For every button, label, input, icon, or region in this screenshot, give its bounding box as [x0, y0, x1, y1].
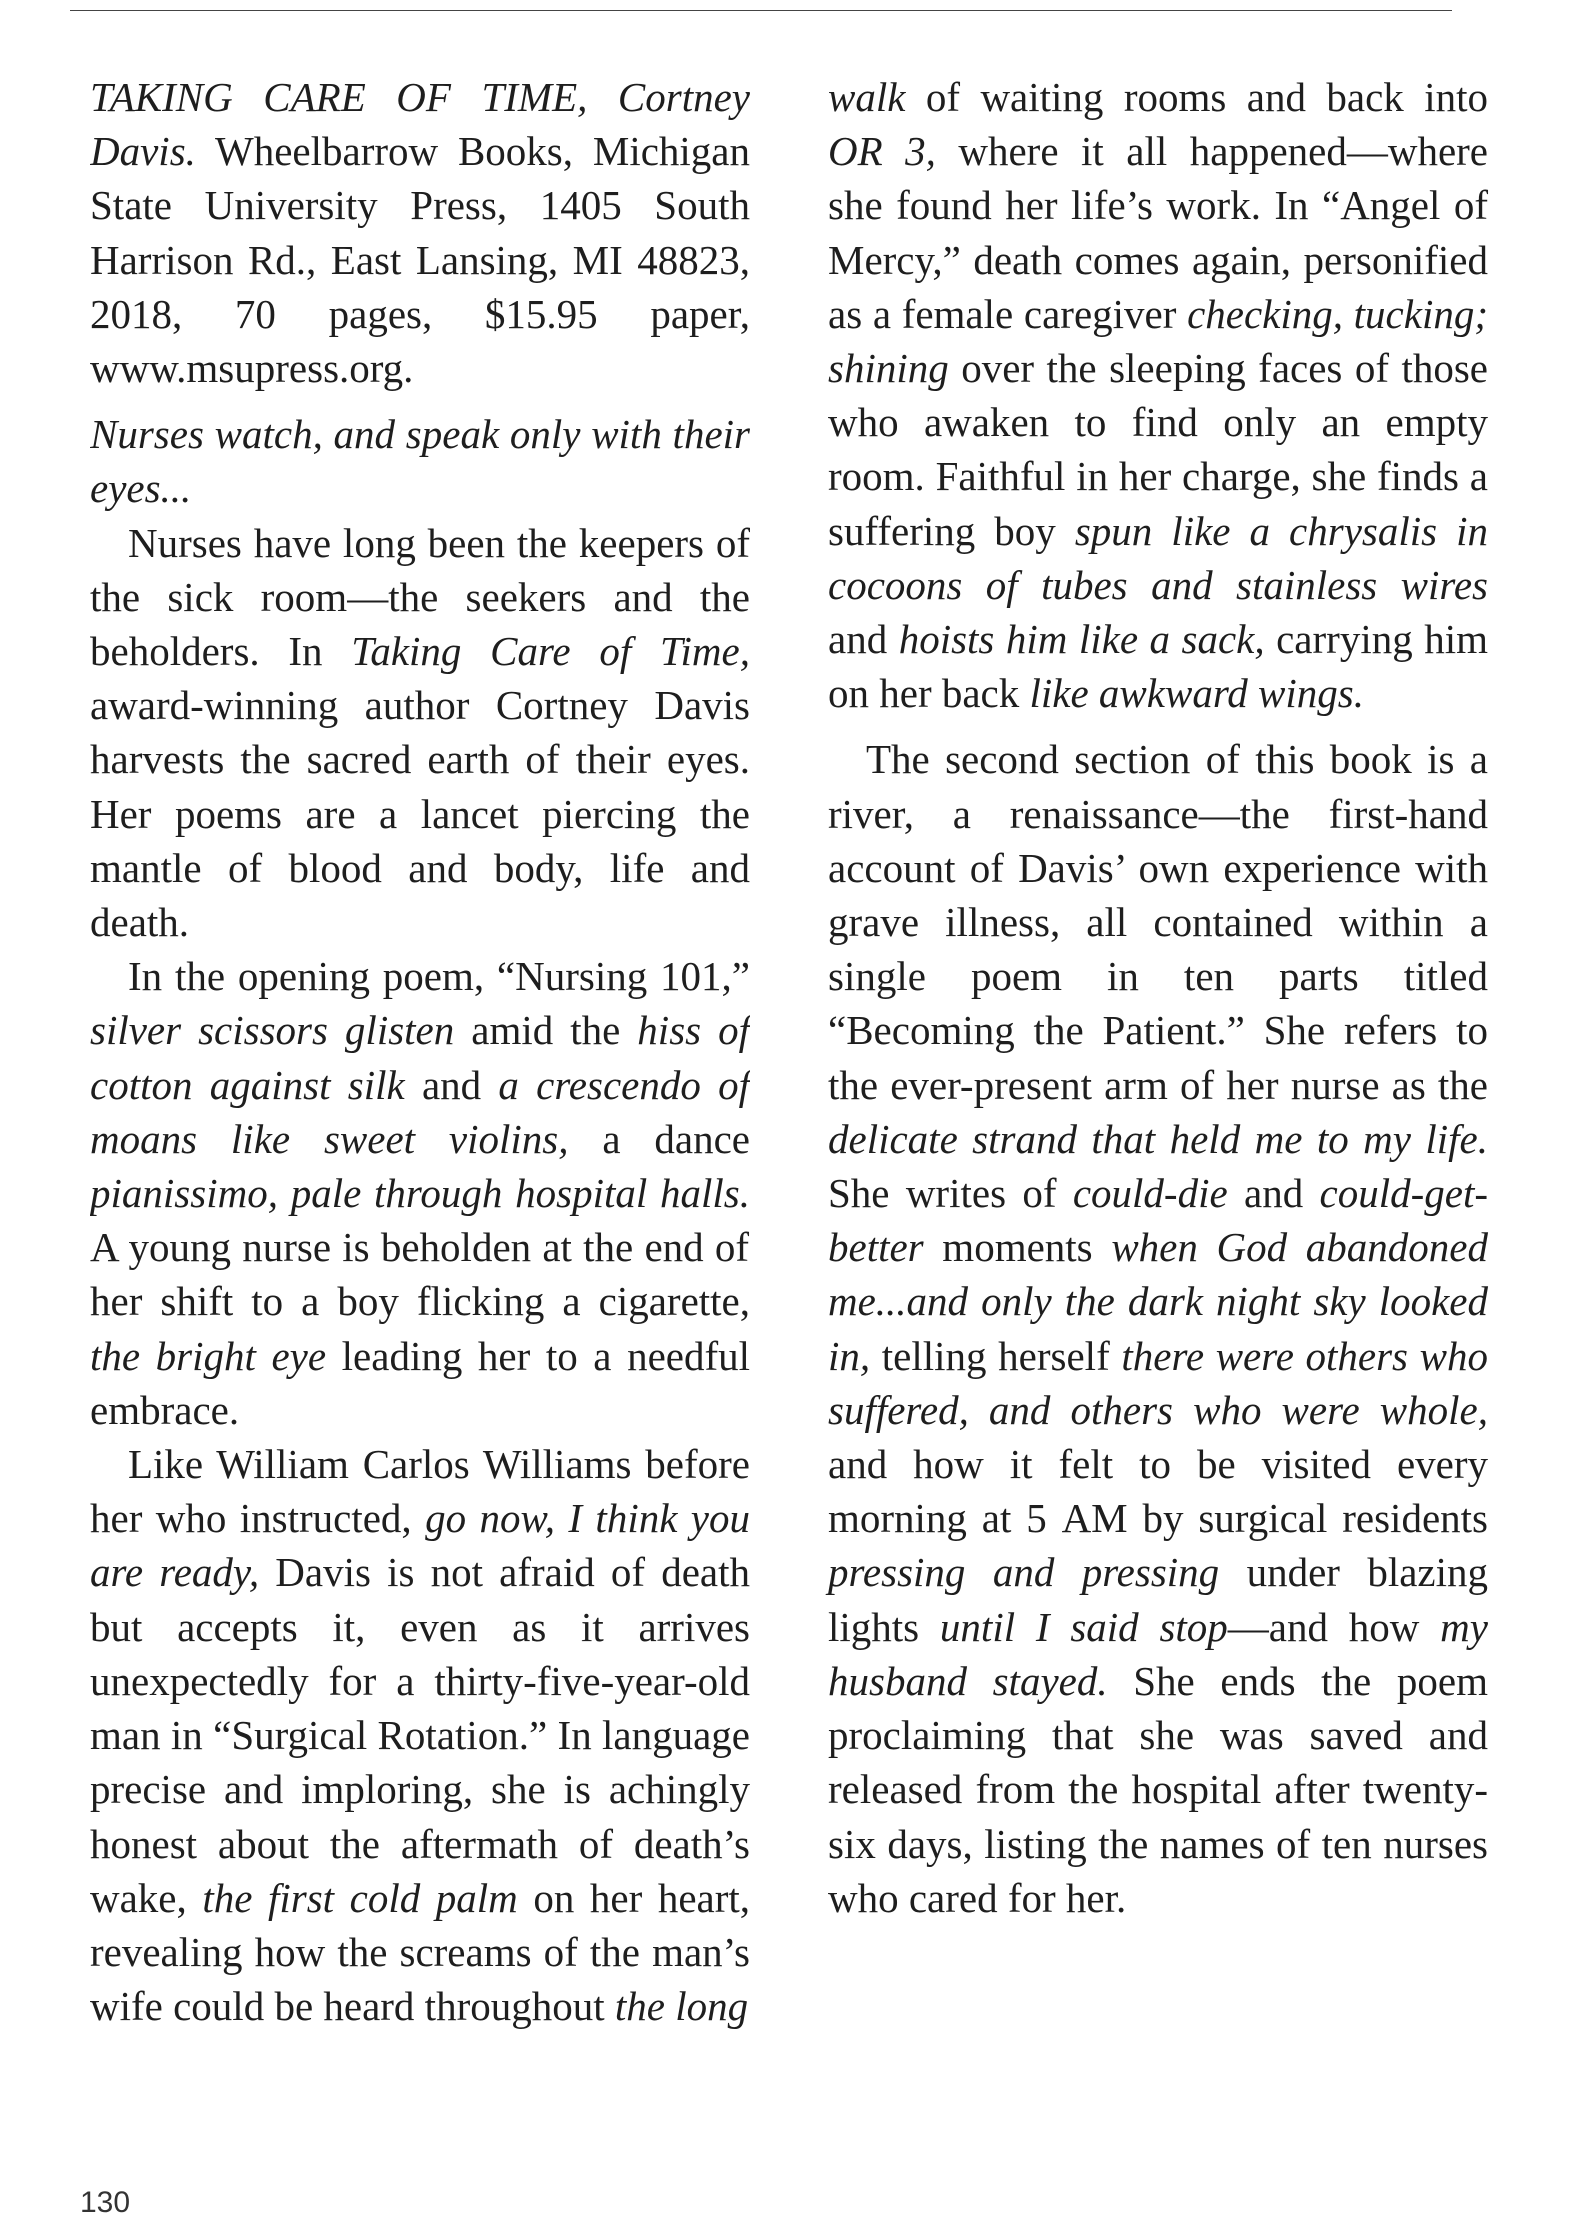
- text-run: Like William Carlos Williams before her who instructed,: [90, 1441, 750, 1542]
- italic-text: a crescendo of moans like sweet violins,: [90, 1061, 750, 1162]
- text-run: award-winning author Cortney Davis harvests the sacred earth of their eyes. Her poems are a lancet piercing the mantle of blood and body, life and death.: [90, 682, 750, 946]
- text-run: telling herself: [870, 1332, 1122, 1379]
- text-run: under blazing lights: [828, 1549, 1488, 1650]
- text-run: of waiting rooms and back into: [905, 74, 1488, 120]
- text-run: and: [404, 1061, 499, 1108]
- italic-text: pressing and pressing: [828, 1549, 1220, 1596]
- italic-text: Nurses watch, and speak only with their eyes...: [90, 411, 750, 512]
- italic-text: hiss of cotton against silk: [90, 1007, 750, 1108]
- text-run: where it all happened—where she found her life’s work. In “Angel of Mercy,” death comes again, personified as a female caregiver: [828, 128, 1488, 337]
- italic-text: the long: [614, 1983, 749, 2030]
- italic-text: the bright eye: [90, 1332, 327, 1379]
- italic-text: delicate strand that held me to my life.: [828, 1115, 1488, 1162]
- italic-text: spun like a chrysalis in cocoons of tubes and stainless wires: [828, 507, 1489, 608]
- italic-text: Taking Care of Time,: [351, 628, 750, 675]
- paragraph-para-3: [90, 1437, 750, 2033]
- page-number: 130: [80, 2186, 131, 2219]
- text-run: carrying him on her back: [828, 616, 1488, 717]
- italic-text: the first cold palm: [202, 1874, 518, 1921]
- text-run: Nurses have long been the keepers of the sick room—the seekers and the beholders. In: [90, 519, 750, 675]
- text-run: She ends the poem proclaiming that she was saved and released from the hospital after twenty-six days, listing the names of ten nurses who cared for her.: [828, 1657, 1488, 1921]
- text-run: by surgical residents: [1127, 1495, 1488, 1542]
- italic-text: until I said stop: [939, 1603, 1228, 1650]
- text-run: In the opening poem, “Nursing 101,”: [128, 953, 750, 1000]
- italic-text: when God abandoned me...and only the dark night sky looked in,: [828, 1224, 1488, 1379]
- text-run: She writes of: [828, 1170, 1073, 1217]
- text-run: and: [1227, 1170, 1320, 1217]
- paragraph-para-2: [90, 949, 750, 1437]
- italic-text: checking, tucking; shining: [828, 290, 1488, 392]
- text-run: moments: [923, 1224, 1112, 1271]
- text-run: A young nurse is beholden at the end of her shift to a boy flicking a cigarette,: [90, 1224, 750, 1325]
- italic-text: hoists him like a sack,: [898, 616, 1265, 663]
- paragraph-epigraph: [90, 407, 750, 515]
- italic-text: OR 3,: [828, 128, 936, 175]
- italic-text: pianissimo, pale through hospital halls.: [90, 1170, 750, 1217]
- text-run: Wheelbarrow Books, Michigan State University Press, 1405 South Harrison Rd., East Lansing, MI 48823, 2018, 70 pages, $15.95 paper, www.msupress.org.: [90, 128, 750, 392]
- text-run: AM: [1061, 1495, 1128, 1542]
- text-run: Davis is not afraid of death but accepts it, even as it arrives unexpectedly for a thirty-five-year-old man in “Surgical Rotation.” In language precise and imploring, she is achingly honest about the aftermath of death’s wake,: [90, 1549, 750, 1921]
- italic-text: there were others who suffered, and others who were whole,: [828, 1332, 1488, 1433]
- italic-text: my husband stayed.: [828, 1603, 1488, 1704]
- text-run: —and how: [1227, 1603, 1441, 1650]
- italic-text: go now, I think you are ready,: [90, 1495, 750, 1596]
- italic-text: silver scissors glisten: [90, 1007, 455, 1054]
- paragraph-para-3-cont: [828, 70, 1488, 720]
- italic-text: walk: [828, 74, 906, 120]
- paragraph-para-4: [828, 732, 1488, 1924]
- text-run: and: [828, 616, 899, 663]
- italic-text: could-die: [1072, 1170, 1228, 1217]
- text-run: The second section of this book is a river, a renaissance—the first-hand account of Davis’ own experience with grave illness, all contained within a single poem in ten parts titled “Becoming the Patient.” She refers to the ever-present arm of her nurse as the: [828, 736, 1488, 1108]
- text-run: over the sleeping faces of those who awaken to find only an empty room. Faithful in her charge, she finds a suffering boy: [828, 345, 1488, 554]
- right-column: [828, 70, 1488, 1925]
- paragraph-citation: [90, 70, 750, 395]
- text-run: amid the: [454, 1007, 638, 1054]
- text-run: leading her to a needful embrace.: [90, 1332, 750, 1433]
- top-rule: [70, 10, 1452, 11]
- italic-text: could-get-better: [828, 1170, 1488, 1271]
- text-run: on her heart, revealing how the screams of the man’s wife could be heard throughout: [90, 1874, 750, 2030]
- italic-text: like awkward wings.: [1029, 670, 1364, 717]
- text-run: and how it felt to be visited every morning at 5: [828, 1441, 1488, 1542]
- left-column: [90, 70, 750, 2090]
- text-run: a dance: [568, 1115, 750, 1162]
- paragraph-para-1: [90, 516, 750, 950]
- italic-text: TAKING CARE OF TIME, Cortney Davis.: [90, 74, 750, 175]
